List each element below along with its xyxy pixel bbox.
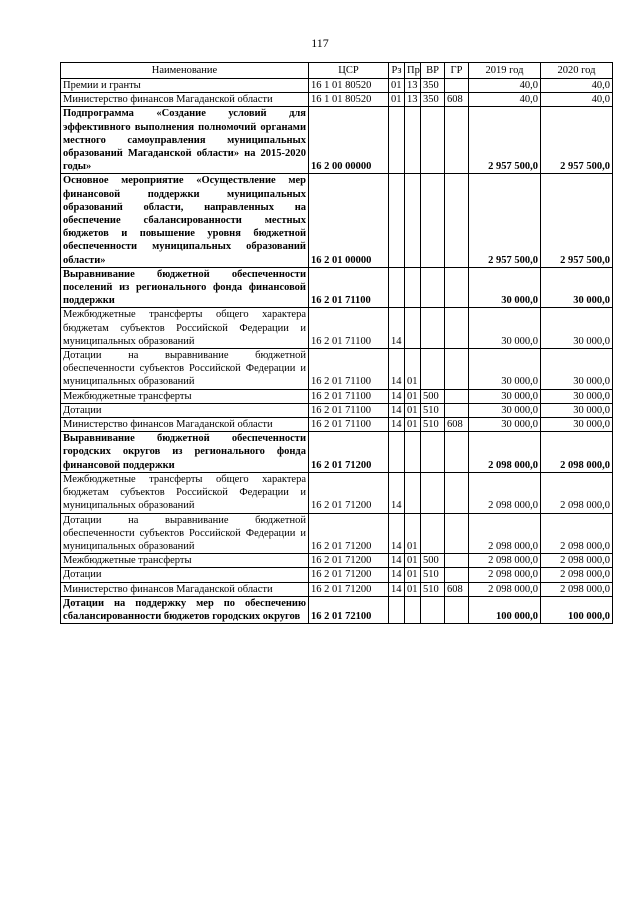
cell-csr: 16 2 01 71200 xyxy=(309,582,389,596)
cell-rz: 14 xyxy=(389,403,405,417)
cell-name: Дотации xyxy=(61,568,309,582)
cell-name: Межбюджетные трансферты общего характера бюджетам субъектов Российской Федерации и муниципальных образований xyxy=(61,472,309,513)
cell-2020: 2 957 500,0 xyxy=(541,174,613,267)
table-row xyxy=(61,267,613,308)
cell-2019: 30 000,0 xyxy=(469,349,541,390)
cell-2020: 30 000,0 xyxy=(541,267,613,308)
table-row xyxy=(61,107,613,174)
cell-vr xyxy=(421,513,445,554)
cell-name: Основное мероприятие «Осуществление мер финансовой поддержки муниципальных образований области, направленных на обеспечение сбалансированности местных бюджетов и повышение уровня бюджетной обеспеченности муниципальных образований области» xyxy=(61,174,309,267)
cell-2019: 40,0 xyxy=(469,79,541,93)
cell-gr xyxy=(445,267,469,308)
cell-2019: 2 098 000,0 xyxy=(469,432,541,473)
cell-name: Министерство финансов Магаданской области xyxy=(61,582,309,596)
cell-name: Подпрограмма «Создание условий для эффективного выполнения полномочий органами местного самоуправления муниципальных образований Магаданской области» на 2015-2020 годы» xyxy=(61,107,309,174)
budget-table xyxy=(60,62,613,624)
cell-gr xyxy=(445,308,469,349)
cell-csr: 16 2 01 71100 xyxy=(309,349,389,390)
cell-name: Дотации на поддержку мер по обеспечению сбалансированности бюджетов городских округов xyxy=(61,596,309,623)
table-row xyxy=(61,308,613,349)
cell-pr xyxy=(405,174,421,267)
cell-pr: 13 xyxy=(405,79,421,93)
cell-2019: 100 000,0 xyxy=(469,596,541,623)
table-row xyxy=(61,554,613,568)
cell-name: Премии и гранты xyxy=(61,79,309,93)
cell-rz xyxy=(389,267,405,308)
cell-csr: 16 2 01 71200 xyxy=(309,432,389,473)
cell-gr xyxy=(445,554,469,568)
cell-pr: 01 xyxy=(405,349,421,390)
cell-vr xyxy=(421,308,445,349)
cell-vr: 510 xyxy=(421,582,445,596)
cell-name: Дотации xyxy=(61,403,309,417)
cell-2020: 30 000,0 xyxy=(541,403,613,417)
cell-pr: 01 xyxy=(405,568,421,582)
table-row xyxy=(61,93,613,107)
cell-rz: 14 xyxy=(389,554,405,568)
header-vr: ВР xyxy=(421,63,445,79)
cell-rz xyxy=(389,107,405,174)
cell-gr: 608 xyxy=(445,418,469,432)
cell-gr xyxy=(445,568,469,582)
cell-pr: 01 xyxy=(405,554,421,568)
cell-pr: 01 xyxy=(405,418,421,432)
cell-csr: 16 2 01 71200 xyxy=(309,554,389,568)
cell-2019: 40,0 xyxy=(469,93,541,107)
cell-vr xyxy=(421,596,445,623)
cell-csr: 16 2 01 71100 xyxy=(309,389,389,403)
cell-2020: 2 098 000,0 xyxy=(541,568,613,582)
table-body xyxy=(61,79,613,624)
cell-2019: 2 098 000,0 xyxy=(469,513,541,554)
cell-rz: 01 xyxy=(389,93,405,107)
cell-csr: 16 2 01 71100 xyxy=(309,267,389,308)
cell-2020: 40,0 xyxy=(541,79,613,93)
cell-rz: 14 xyxy=(389,513,405,554)
cell-2020: 2 957 500,0 xyxy=(541,107,613,174)
table-row xyxy=(61,568,613,582)
header-csr: ЦСР xyxy=(309,63,389,79)
cell-csr: 16 2 01 00000 xyxy=(309,174,389,267)
cell-2020: 2 098 000,0 xyxy=(541,432,613,473)
cell-2020: 30 000,0 xyxy=(541,418,613,432)
cell-2020: 30 000,0 xyxy=(541,389,613,403)
cell-rz xyxy=(389,596,405,623)
cell-name: Выравнивание бюджетной обеспеченности поселений из регионального фонда финансовой поддержки xyxy=(61,267,309,308)
cell-pr xyxy=(405,596,421,623)
cell-csr: 16 2 01 71200 xyxy=(309,513,389,554)
cell-pr: 13 xyxy=(405,93,421,107)
cell-name: Дотации на выравнивание бюджетной обеспеченности субъектов Российской Федерации и муниципальных образований xyxy=(61,349,309,390)
header-gr: ГР xyxy=(445,63,469,79)
cell-gr: 608 xyxy=(445,93,469,107)
cell-2019: 2 957 500,0 xyxy=(469,107,541,174)
cell-vr: 350 xyxy=(421,79,445,93)
cell-rz: 14 xyxy=(389,472,405,513)
cell-pr xyxy=(405,267,421,308)
cell-csr: 16 2 01 72100 xyxy=(309,596,389,623)
cell-pr: 01 xyxy=(405,389,421,403)
cell-2019: 30 000,0 xyxy=(469,308,541,349)
cell-gr: 608 xyxy=(445,582,469,596)
cell-2019: 30 000,0 xyxy=(469,403,541,417)
cell-2020: 30 000,0 xyxy=(541,349,613,390)
cell-2019: 2 098 000,0 xyxy=(469,554,541,568)
header-2019: 2019 год xyxy=(469,63,541,79)
cell-rz: 14 xyxy=(389,308,405,349)
cell-pr xyxy=(405,472,421,513)
cell-vr xyxy=(421,174,445,267)
cell-gr xyxy=(445,432,469,473)
cell-2019: 30 000,0 xyxy=(469,267,541,308)
cell-vr xyxy=(421,349,445,390)
cell-rz xyxy=(389,174,405,267)
cell-rz: 14 xyxy=(389,389,405,403)
cell-csr: 16 2 00 00000 xyxy=(309,107,389,174)
cell-2020: 2 098 000,0 xyxy=(541,513,613,554)
cell-gr xyxy=(445,107,469,174)
table-row xyxy=(61,349,613,390)
cell-vr xyxy=(421,107,445,174)
table-row xyxy=(61,418,613,432)
cell-csr: 16 2 01 71200 xyxy=(309,568,389,582)
cell-2019: 2 098 000,0 xyxy=(469,568,541,582)
cell-rz xyxy=(389,432,405,473)
cell-vr: 350 xyxy=(421,93,445,107)
table-row xyxy=(61,596,613,623)
cell-gr xyxy=(445,513,469,554)
table-row xyxy=(61,432,613,473)
table-row xyxy=(61,403,613,417)
cell-gr xyxy=(445,174,469,267)
cell-rz: 14 xyxy=(389,418,405,432)
cell-2020: 40,0 xyxy=(541,93,613,107)
header-pr: Пр xyxy=(405,63,421,79)
cell-2020: 30 000,0 xyxy=(541,308,613,349)
header-name: Наименование xyxy=(61,63,309,79)
cell-name: Межбюджетные трансферты общего характера бюджетам субъектов Российской Федерации и муниципальных образований xyxy=(61,308,309,349)
cell-gr xyxy=(445,472,469,513)
cell-csr: 16 1 01 80520 xyxy=(309,79,389,93)
cell-vr: 500 xyxy=(421,554,445,568)
cell-vr: 510 xyxy=(421,568,445,582)
cell-2020: 2 098 000,0 xyxy=(541,582,613,596)
cell-2019: 30 000,0 xyxy=(469,418,541,432)
table-header-row xyxy=(61,63,613,79)
cell-pr: 01 xyxy=(405,513,421,554)
cell-name: Межбюджетные трансферты xyxy=(61,389,309,403)
cell-name: Выравнивание бюджетной обеспеченности городских округов из регионального фонда финансовой поддержки xyxy=(61,432,309,473)
cell-vr: 510 xyxy=(421,403,445,417)
header-rz: Рз xyxy=(389,63,405,79)
cell-vr xyxy=(421,472,445,513)
table-row xyxy=(61,582,613,596)
cell-csr: 16 2 01 71100 xyxy=(309,418,389,432)
cell-2020: 100 000,0 xyxy=(541,596,613,623)
page-number: 117 xyxy=(311,36,329,50)
cell-name: Министерство финансов Магаданской области xyxy=(61,418,309,432)
cell-gr xyxy=(445,79,469,93)
cell-2019: 30 000,0 xyxy=(469,389,541,403)
table-row xyxy=(61,174,613,267)
header-2020: 2020 год xyxy=(541,63,613,79)
cell-2019: 2 098 000,0 xyxy=(469,582,541,596)
cell-vr: 500 xyxy=(421,389,445,403)
cell-rz: 14 xyxy=(389,349,405,390)
cell-pr: 01 xyxy=(405,403,421,417)
table-row xyxy=(61,389,613,403)
cell-csr: 16 2 01 71200 xyxy=(309,472,389,513)
cell-name: Министерство финансов Магаданской области xyxy=(61,93,309,107)
cell-pr xyxy=(405,107,421,174)
cell-vr xyxy=(421,267,445,308)
cell-pr: 01 xyxy=(405,582,421,596)
cell-gr xyxy=(445,349,469,390)
cell-pr xyxy=(405,432,421,473)
table-row xyxy=(61,513,613,554)
cell-gr xyxy=(445,389,469,403)
cell-pr xyxy=(405,308,421,349)
cell-vr: 510 xyxy=(421,418,445,432)
cell-gr xyxy=(445,596,469,623)
cell-vr xyxy=(421,432,445,473)
cell-rz: 14 xyxy=(389,582,405,596)
cell-gr xyxy=(445,403,469,417)
cell-csr: 16 2 01 71100 xyxy=(309,403,389,417)
cell-rz: 14 xyxy=(389,568,405,582)
table-row xyxy=(61,472,613,513)
cell-name: Межбюджетные трансферты xyxy=(61,554,309,568)
cell-2019: 2 957 500,0 xyxy=(469,174,541,267)
cell-csr: 16 1 01 80520 xyxy=(309,93,389,107)
cell-2020: 2 098 000,0 xyxy=(541,554,613,568)
cell-name: Дотации на выравнивание бюджетной обеспеченности субъектов Российской Федерации и муниципальных образований xyxy=(61,513,309,554)
cell-2020: 2 098 000,0 xyxy=(541,472,613,513)
cell-rz: 01 xyxy=(389,79,405,93)
cell-csr: 16 2 01 71100 xyxy=(309,308,389,349)
table-row xyxy=(61,79,613,93)
cell-2019: 2 098 000,0 xyxy=(469,472,541,513)
